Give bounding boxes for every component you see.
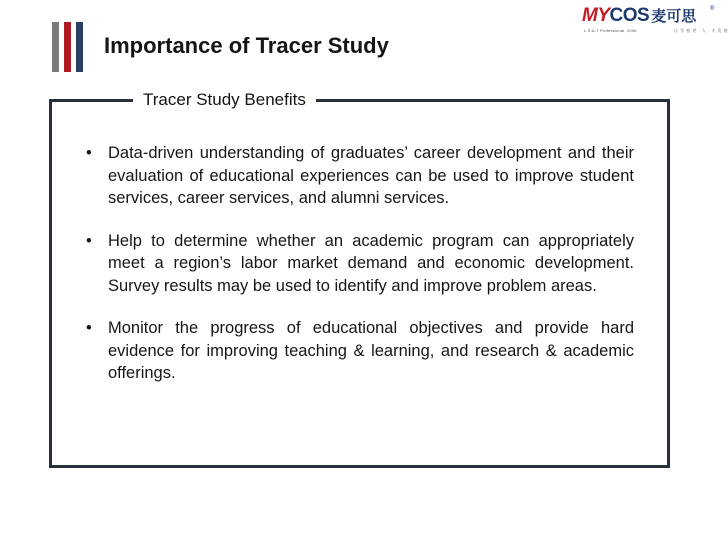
bullet-icon: • [86, 144, 92, 162]
benefit-text: Help to determine whether an academic program can appropriately meet a region’s labor market demand and economic development. Survey results may be used to identify and improve problem areas. [108, 231, 634, 295]
benefit-text: Data-driven understanding of graduates’ career development and their evaluation of educational experiences can be used to improve student services, career services, and alumni services. [108, 144, 634, 207]
accent-bar-red [64, 22, 71, 72]
page-title: Importance of Tracer Study [104, 33, 389, 58]
accent-bar-navy [76, 22, 83, 72]
logo-tagline-right: 让 学 校 更 · 人 · 才 发 展 [674, 28, 728, 33]
list-item [84, 230, 634, 298]
list-item [84, 142, 634, 210]
logo-tagline-left: L.S.A.T Professional, 2006 [584, 28, 637, 33]
benefits-caption: Tracer Study Benefits [133, 89, 316, 111]
list-item [84, 317, 634, 385]
logo-wordmark [582, 6, 696, 27]
mycos-logo [582, 5, 728, 40]
logo-chinese: 麦可思 [651, 8, 697, 25]
registered-mark: ® [710, 6, 715, 12]
benefits-list [84, 142, 634, 385]
accent-bar-gray [52, 22, 59, 72]
bullet-icon: • [86, 231, 92, 250]
bullet-icon: • [86, 319, 92, 337]
benefit-text: Monitor the progress of educational objectives and provide hard evidence for improving teaching & learning, and research & academic offerings. [108, 319, 634, 382]
title-accent-bars [52, 22, 92, 72]
logo-my: MY [582, 5, 610, 26]
logo-cos: COS [609, 5, 650, 26]
